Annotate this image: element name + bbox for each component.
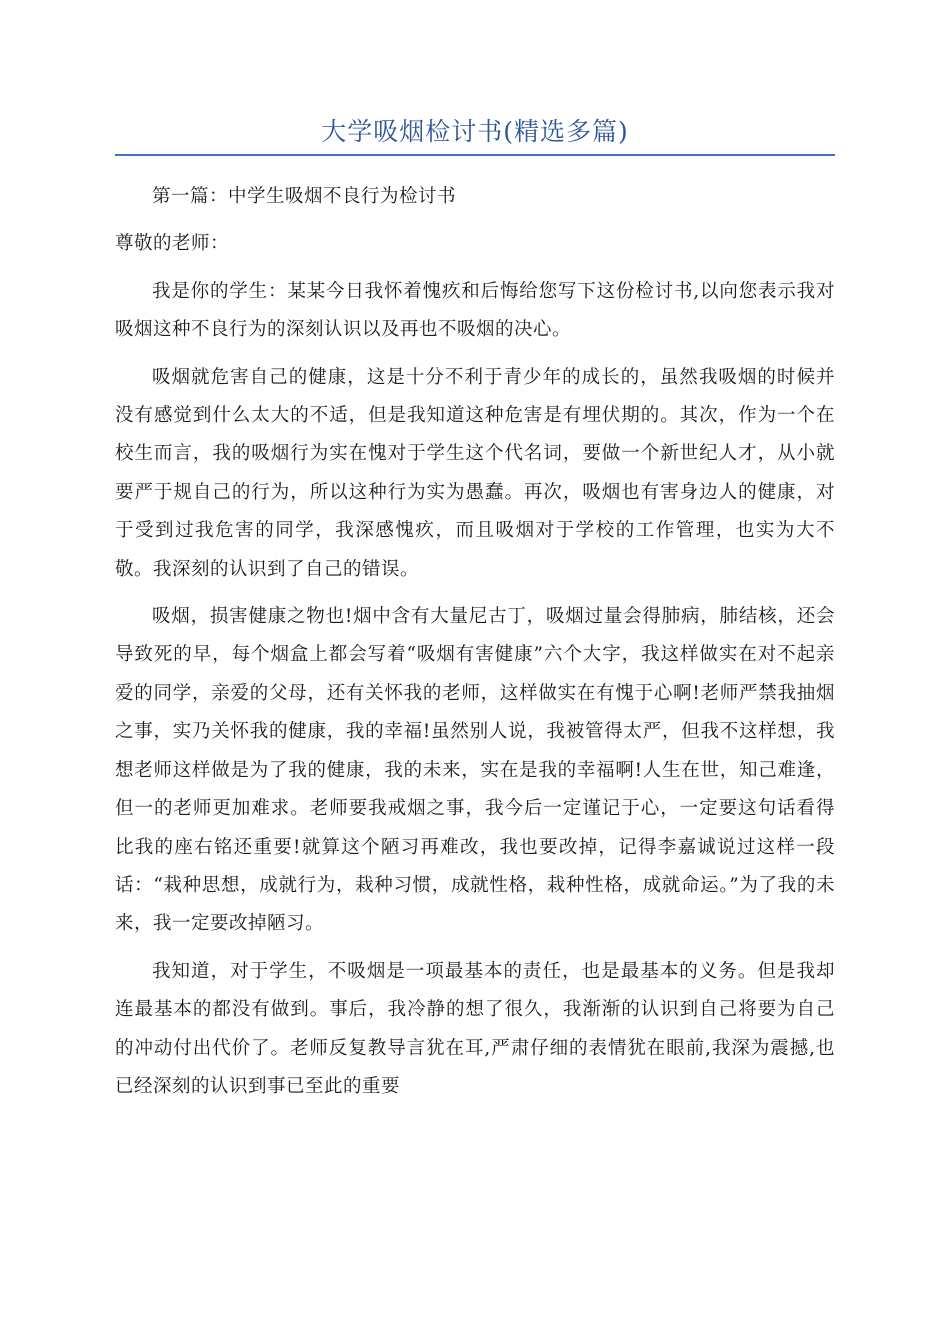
paragraph-3: 吸烟，损害健康之物也!烟中含有大量尼古丁，吸烟过量会得肺病，肺结核，还会导致死的早，每个烟盒上都会写着“吸烟有害健康”六个大字，我这样做实在对不起亲爱的同学，亲爱的父母，还有关怀我的老师，这样做实在有愧于心啊!老师严禁我抽烟之事，实乃关怀我的健康，我的幸福!虽然别人说，我被管得太严，但我不这样想，我想老师这样做是为了我的健康，我的未来，实在是我的幸福啊!人生在世，知己难逢，但一的老师更加难求。老师要我戒烟之事，我今后一定谨记于心，一定要这句话看得比我的座右铭还重要!就算这个陋习再难改，我也要改掉，记得李嘉诚说过这样一段话：“栽种思想，成就行为，栽种习惯，成就性格，栽种性格，成就命运。”为了我的未来，我一定要改掉陋习。 — [115, 606, 835, 935]
document-body — [115, 178, 835, 1115]
document-title: 大学吸烟检讨书(精选多篇) — [321, 117, 629, 146]
paragraph-2: 吸烟就危害自己的健康，这是十分不利于青少年的成长的，虽然我吸烟的时候并没有感觉到什么太大的不适，但是我知道这种危害是有埋伏期的。其次，作为一个在校生而言，我的吸烟行为实在愧对于学生这个代名词，要做一个新世纪人才，从小就要严于规自己的行为，所以这种行为实为愚蠢。再次，吸烟也有害身边人的健康，对于受到过我危害的同学，我深感愧疚，而且吸烟对于学校的工作管理，也实为大不敬。我深刻的认识到了自己的错误。 — [115, 366, 835, 580]
paragraph-4: 我知道，对于学生，不吸烟是一项最基本的责任，也是最基本的义务。但是我却连最基本的都没有做到。事后，我冷静的想了很久，我渐渐的认识到自己将要为自己的冲动付出代价了。老师反复教导言犹在耳,严肃仔细的表情犹在眼前,我深为震撼,也已经深刻的认识到事已至此的重要 — [115, 960, 835, 1097]
salutation: 尊敬的老师： — [115, 233, 230, 255]
paragraph-1: 我是你的学生：某某今日我怀着愧疚和后悔给您写下这份检讨书,以向您表示我对吸烟这种不良行为的深刻认识以及再也不吸烟的决心。 — [115, 280, 835, 341]
section-heading: 第一篇：中学生吸烟不良行为检讨书 — [152, 186, 457, 207]
title-underline — [115, 154, 835, 156]
